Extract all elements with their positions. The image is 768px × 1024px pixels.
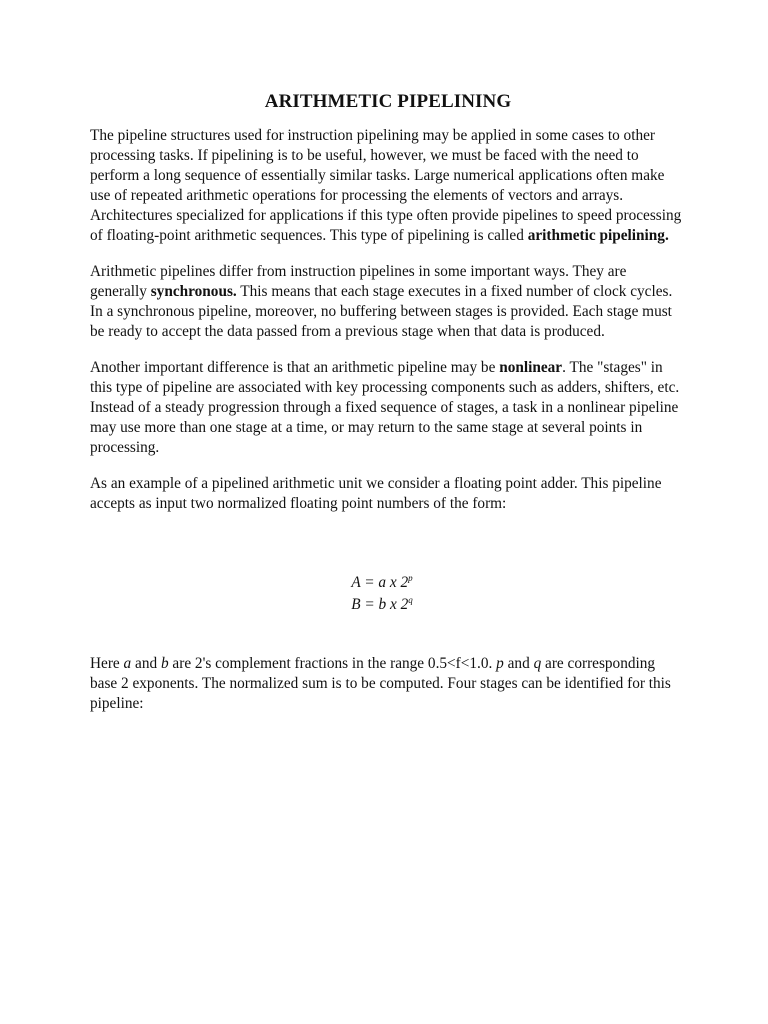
paragraph-stages xyxy=(90,654,682,714)
paragraph-example xyxy=(90,474,682,514)
term-nonlinear: nonlinear xyxy=(499,359,563,376)
var-b: b xyxy=(160,655,169,672)
paragraph-stages-s5: are corresponding base 2 exponents. The normalized sum is to be computed. Four stages can be identified for this pipeline: xyxy=(90,655,671,712)
paragraph-intro xyxy=(90,126,682,246)
paragraph-stages-s2: and xyxy=(131,655,161,672)
term-arithmetic-pipelining: arithmetic pipelining. xyxy=(527,227,669,244)
var-p: p xyxy=(496,655,504,672)
formula-a-base: A = a x 2 xyxy=(351,574,409,591)
paragraph-example-text: As an example of a pipelined arithmetic unit we consider a floating point adder. This pipeline accepts as input two normalized floating point numbers of the form: xyxy=(90,475,662,512)
paragraph-nonlinear-before: Another important difference is that an arithmetic pipeline may be xyxy=(90,359,500,376)
paragraph-nonlinear-after: . The "stages" in this type of pipeline are associated with key processing components such as adders, shifters, etc. Instead of a steady progression through a fixed sequence of stages, a task in a nonlinear pipeline may use more than one stage at a time, or may return to the same stage at several points in processing. xyxy=(90,359,680,456)
paragraph-synchronous-before: Arithmetic pipelines differ from instruction pipelines in some important ways. They are generally xyxy=(90,263,627,300)
paragraph-stages-s3: are 2's complement fractions in the range 0.5<f<1.0. xyxy=(168,655,497,672)
var-q: q xyxy=(533,655,542,672)
formula-block xyxy=(90,572,682,616)
formula-a xyxy=(90,572,674,594)
page-title: ARITHMETIC PIPELINING xyxy=(264,91,512,112)
paragraph-stages-s4: and xyxy=(503,655,534,672)
formula-a-exponent: p xyxy=(408,572,413,583)
paragraph-intro-text: The pipeline structures used for instruction pipelining may be applied in some cases to other processing tasks. If pipelining is to be useful, however, we must be faced with the need to perform a long sequence of essentially similar tasks. Large numerical applications often make use of repeated arithmetic operations for processing the elements of vectors and arrays. Architectures specialized for applications if this type often provide pipelines to speed processing of floating-point arithmetic sequences. This type of pipelining is called xyxy=(90,127,682,244)
paragraph-stages-s1: Here xyxy=(90,655,124,672)
formula-b-base: B = b x 2 xyxy=(351,596,409,613)
formula-b-exponent: q xyxy=(408,594,413,605)
paragraph-nonlinear xyxy=(90,358,682,458)
var-a: a xyxy=(123,655,132,672)
paragraph-synchronous xyxy=(90,262,682,342)
term-synchronous: synchronous. xyxy=(150,283,237,300)
paragraph-synchronous-after: This means that each stage executes in a fixed number of clock cycles. In a synchronous pipeline, moreover, no buffering between stages is provided. Each stage must be ready to accept the data passed from a previous stage when that data is produced. xyxy=(90,283,673,340)
formula-b xyxy=(90,594,674,616)
